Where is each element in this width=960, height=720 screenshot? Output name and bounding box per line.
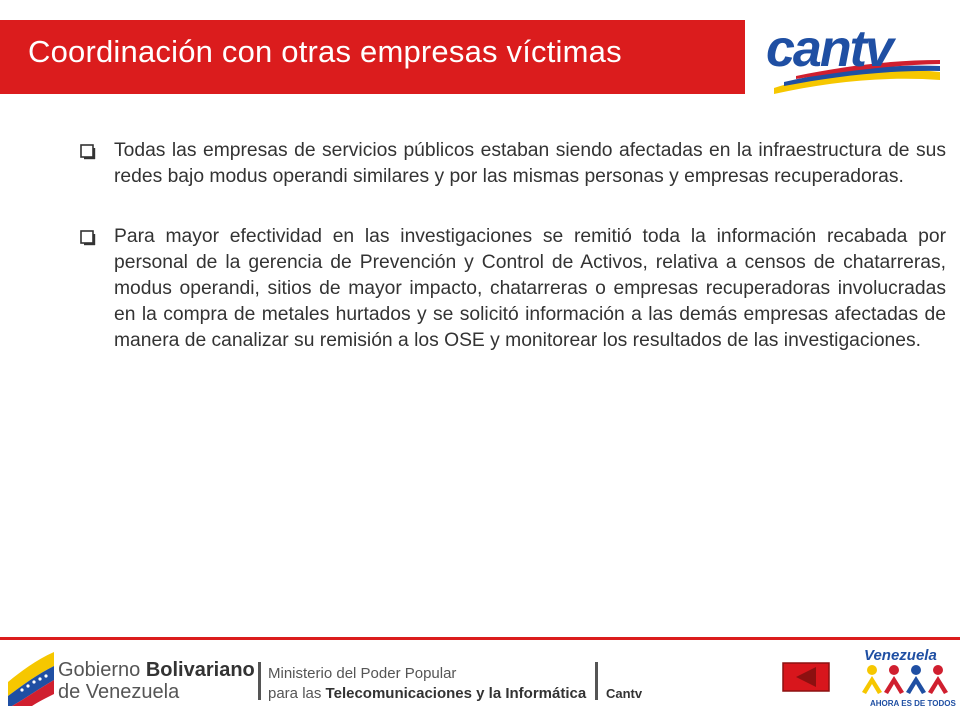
venezuela-logo-word: Venezuela bbox=[864, 647, 937, 664]
checkbox-square-icon bbox=[80, 144, 96, 160]
svg-text:Gobierno Bolivariano bbox=[58, 659, 255, 681]
footer-cantv-label: Cantv bbox=[606, 686, 643, 701]
ministry-line2-part2: Telecomunicaciones y la Informática bbox=[325, 685, 587, 702]
footer-divider bbox=[0, 637, 960, 640]
bullet-item bbox=[80, 224, 946, 354]
gov-name-line2: de Venezuela bbox=[58, 681, 180, 703]
venezuela-logo bbox=[856, 644, 960, 710]
venezuela-flag-icon bbox=[8, 652, 54, 706]
cantv-logo-text: cantv bbox=[766, 22, 892, 78]
bullet-text: Todas las empresas de servicios públicos estaban siendo afectadas en la infraestructura de sus redes bajo modus operandi similares y por las mismas personas y empresas recuperadoras. bbox=[114, 140, 946, 187]
bullet-text: Para mayor efectividad en las investigaciones se remitió toda la información recabada por personal de la gerencia de Prevención y Control de Activos, relativa a censos de chatarreras, modus operandi, sitios de mayor impacto, chatarreras o empresas recuperadoras involucradas en la compra de metales hurtados y se solicitó información a las demás empresas afectadas de manera de canalizar su remisión a los OSE y monitorear los resultados de las investigaciones. bbox=[114, 226, 946, 351]
ministry-line2-part1: para las bbox=[268, 685, 326, 702]
children-figures-icon bbox=[862, 665, 948, 694]
slide-title: Coordinación con otras empresas víctimas bbox=[28, 34, 622, 69]
previous-slide-button[interactable] bbox=[782, 662, 830, 692]
bullet-item bbox=[80, 138, 946, 190]
checkbox-square-icon bbox=[80, 230, 96, 246]
government-logo bbox=[8, 642, 658, 706]
slide-content bbox=[80, 138, 946, 354]
svg-text:para las Telecomunicaciones y bbox=[268, 685, 587, 702]
gov-name-part1: Gobierno bbox=[58, 659, 146, 681]
ministry-line1: Ministerio del Poder Popular bbox=[268, 665, 457, 682]
cantv-logo bbox=[764, 22, 942, 98]
venezuela-slogan: AHORA ES DE TODOS bbox=[870, 699, 956, 708]
gov-name-part2: Bolivariano bbox=[145, 659, 255, 681]
